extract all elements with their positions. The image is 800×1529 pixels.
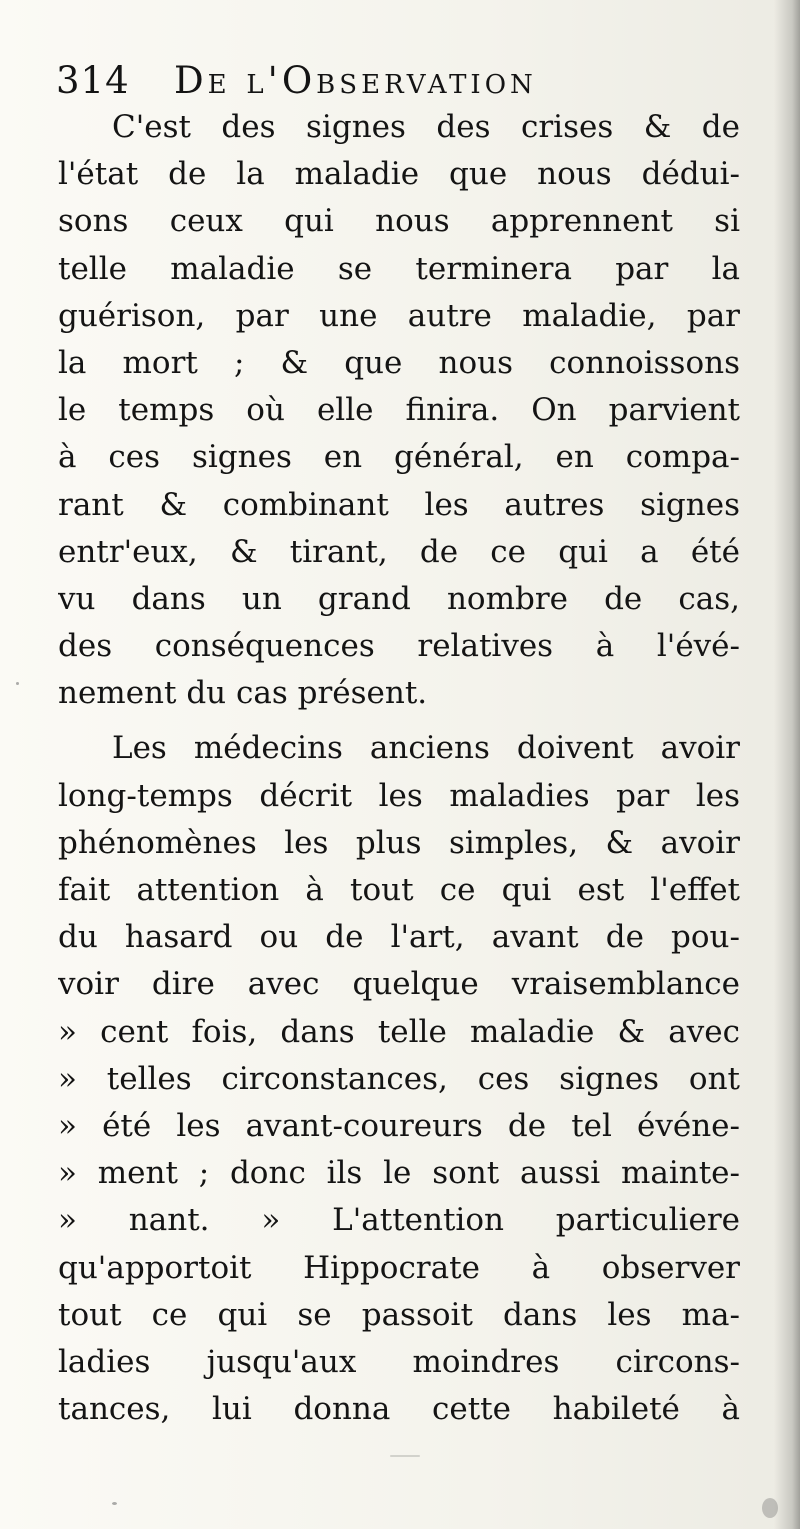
text-line: la mort ; & que nous connoissons (58, 344, 740, 381)
text-line: nement du cas présent. (58, 675, 428, 712)
text-line: long-temps décrit les maladies par les (58, 777, 740, 814)
text-line: rant & combinant les autres signes (58, 486, 740, 523)
text-line: » été les avant-coureurs de tel événe- (58, 1107, 740, 1144)
text-line: Les médecins anciens doivent avoir (112, 730, 740, 767)
page-edge-shadow (774, 0, 800, 1529)
paragraph-gap (58, 717, 740, 725)
paragraph (58, 104, 740, 717)
text-line: telle maladie se terminera par la (58, 250, 740, 287)
body-text (58, 104, 740, 1433)
text-line: » telles circonstances, ces signes ont (58, 1060, 740, 1097)
text-line: » nant. » L'attention particuliere (58, 1202, 740, 1239)
text-line: le temps où elle finira. On parvient (58, 392, 740, 429)
paper-speck (390, 1455, 420, 1457)
text-line: l'état de la maladie que nous dédui- (58, 156, 740, 193)
text-line: » cent fois, dans telle maladie & avec (58, 1013, 740, 1050)
page-number: 314 (56, 59, 130, 102)
paragraph (58, 725, 740, 1433)
text-line: ladies jusqu'aux moindres circons- (58, 1343, 740, 1380)
text-line: C'est des signes des crises & de (112, 109, 740, 145)
page-header (56, 56, 746, 106)
text-line: » ment ; donc ils le sont aussi mainte- (58, 1155, 740, 1192)
text-line: des conséquences relatives à l'évé- (58, 628, 740, 665)
text-line: à ces signes en général, en compa- (58, 439, 740, 476)
text-line: tout ce qui se passoit dans les ma- (58, 1296, 740, 1333)
text-line: voir dire avec quelque vraisemblance (58, 966, 740, 1003)
text-line: du hasard ou de l'art, avant de pou- (58, 919, 740, 956)
text-line: fait attention à tout ce qui est l'effet (58, 872, 740, 908)
text-line: sons ceux qui nous apprennent si (58, 203, 740, 240)
text-line: guérison, par une autre maladie, par (58, 297, 740, 334)
text-line: tances, lui donna cette habileté à (58, 1391, 740, 1428)
text-line: qu'apportoit Hippocrate à observer (58, 1249, 740, 1286)
running-title: De l'Observation (174, 59, 537, 102)
text-line: entr'eux, & tirant, de ce qui a été (58, 533, 740, 570)
paper-speck (762, 1498, 778, 1518)
paper-speck (16, 682, 19, 685)
text-line: phénomènes les plus simples, & avoir (58, 824, 740, 861)
paper-speck (112, 1502, 117, 1505)
text-line: vu dans un grand nombre de cas, (58, 580, 740, 617)
